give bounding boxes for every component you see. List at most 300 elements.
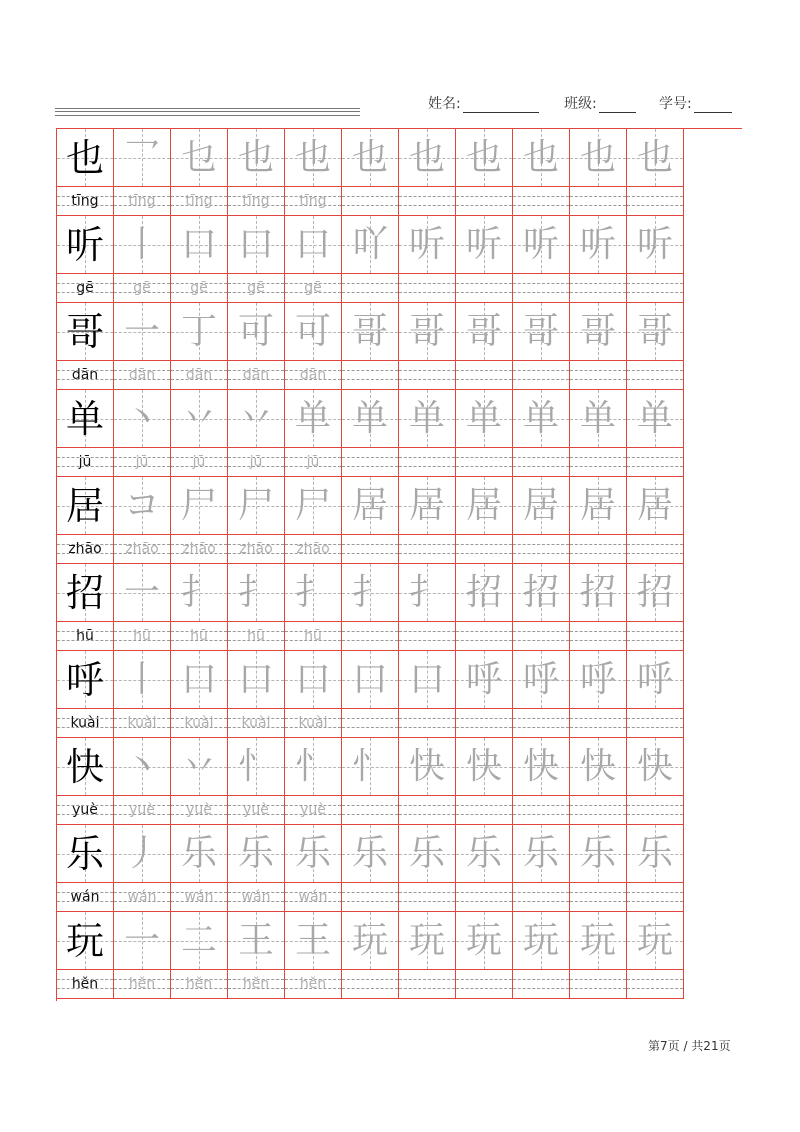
trace-character: 乐 <box>408 832 445 874</box>
trace-char-cell[interactable] <box>342 912 399 970</box>
trace-char-cell[interactable] <box>114 303 171 361</box>
trace-character: 丁 <box>180 310 217 352</box>
trace-char-cell[interactable] <box>570 738 627 796</box>
trace-char-cell[interactable] <box>228 390 285 448</box>
model-char-cell[interactable] <box>57 651 114 709</box>
trace-char-cell[interactable] <box>342 738 399 796</box>
trace-char-cell[interactable] <box>171 303 228 361</box>
pinyin-trace: hū <box>304 628 322 644</box>
pinyin-cell[interactable] <box>57 970 114 999</box>
trace-char-cell[interactable] <box>114 216 171 274</box>
trace-char-cell[interactable] <box>513 129 570 187</box>
pinyin-cell[interactable] <box>456 535 513 564</box>
trace-char-cell[interactable] <box>456 303 513 361</box>
trace-char-cell[interactable] <box>399 129 456 187</box>
pinyin-cell[interactable] <box>399 883 456 912</box>
trace-char-cell[interactable] <box>342 825 399 883</box>
model-character: 哥 <box>65 309 104 354</box>
pinyin-trace: jū <box>306 454 320 470</box>
name-blank-line[interactable] <box>463 96 539 113</box>
pinyin-cell[interactable] <box>570 448 627 477</box>
trace-character: 单 <box>408 397 445 439</box>
pinyin-trace: wán <box>127 889 157 905</box>
pinyin-cell[interactable] <box>342 187 399 216</box>
pinyin-trace: hěn <box>128 976 156 992</box>
trace-char-cell[interactable] <box>342 564 399 622</box>
pinyin-cell[interactable] <box>399 187 456 216</box>
trace-char-cell[interactable] <box>228 216 285 274</box>
pinyin-cell[interactable] <box>285 796 342 825</box>
trace-char-cell[interactable] <box>171 825 228 883</box>
trace-char-cell[interactable] <box>513 825 570 883</box>
trace-char-cell[interactable] <box>627 477 684 535</box>
trace-character: 单 <box>579 397 616 439</box>
trace-character: 尸 <box>180 484 217 526</box>
trace-char-cell[interactable] <box>228 564 285 622</box>
trace-char-cell[interactable] <box>456 912 513 970</box>
pinyin-cell[interactable] <box>285 970 342 999</box>
model-char-cell[interactable] <box>57 912 114 970</box>
pinyin-cell[interactable] <box>342 274 399 303</box>
header-decorative-rule <box>55 108 360 116</box>
pinyin-cell[interactable] <box>513 535 570 564</box>
pinyin-cell[interactable] <box>456 883 513 912</box>
trace-character: 玩 <box>636 919 673 961</box>
pinyin-trace: yuè <box>129 802 155 818</box>
pinyin-trace: yuè <box>243 802 269 818</box>
pinyin-cell[interactable] <box>399 622 456 651</box>
trace-character: 哥 <box>465 310 502 352</box>
pinyin-cell[interactable] <box>627 274 684 303</box>
trace-character: 单 <box>351 397 388 439</box>
trace-char-cell[interactable] <box>399 912 456 970</box>
class-blank-line[interactable] <box>599 96 636 113</box>
trace-char-cell[interactable] <box>342 303 399 361</box>
trace-char-cell[interactable] <box>456 477 513 535</box>
pinyin-model: jū <box>78 454 92 470</box>
pinyin-cell[interactable] <box>57 448 114 477</box>
pinyin-cell[interactable] <box>285 361 342 390</box>
trace-character: 忄 <box>351 745 388 787</box>
trace-char-cell[interactable] <box>285 129 342 187</box>
pinyin-cell[interactable] <box>456 622 513 651</box>
pinyin-cell[interactable] <box>513 970 570 999</box>
pinyin-trace: dān <box>299 367 327 383</box>
pinyin-cell[interactable] <box>513 274 570 303</box>
trace-char-cell[interactable] <box>456 390 513 448</box>
pinyin-cell[interactable] <box>399 535 456 564</box>
pinyin-cell[interactable] <box>228 622 285 651</box>
practice-row <box>57 738 743 825</box>
pinyin-cell[interactable] <box>57 361 114 390</box>
trace-char-cell[interactable] <box>171 477 228 535</box>
trace-character: 玩 <box>579 919 616 961</box>
trace-char-cell[interactable] <box>399 825 456 883</box>
trace-char-cell[interactable] <box>513 303 570 361</box>
trace-char-cell[interactable] <box>114 129 171 187</box>
trace-char-cell[interactable] <box>285 216 342 274</box>
pinyin-cell[interactable] <box>570 361 627 390</box>
pinyin-cell[interactable] <box>114 448 171 477</box>
pinyin-cell[interactable] <box>228 709 285 738</box>
pinyin-cell[interactable] <box>570 187 627 216</box>
trace-character: 哥 <box>636 310 673 352</box>
trace-char-cell[interactable] <box>399 477 456 535</box>
trace-char-cell[interactable] <box>513 477 570 535</box>
pinyin-cell[interactable] <box>627 448 684 477</box>
pinyin-cell[interactable] <box>342 709 399 738</box>
pinyin-cell[interactable] <box>228 187 285 216</box>
pinyin-cell[interactable] <box>342 970 399 999</box>
pinyin-cell[interactable] <box>513 187 570 216</box>
pinyin-cell[interactable] <box>171 970 228 999</box>
pinyin-cell[interactable] <box>114 883 171 912</box>
trace-char-cell[interactable] <box>570 825 627 883</box>
trace-char-cell[interactable] <box>513 564 570 622</box>
pinyin-cell[interactable] <box>513 709 570 738</box>
trace-char-cell[interactable] <box>627 825 684 883</box>
pinyin-cell[interactable] <box>228 448 285 477</box>
trace-char-cell[interactable] <box>285 825 342 883</box>
pinyin-cell[interactable] <box>399 709 456 738</box>
trace-char-cell[interactable] <box>627 564 684 622</box>
model-char-cell[interactable] <box>57 738 114 796</box>
pinyin-cell[interactable] <box>171 274 228 303</box>
trace-char-cell[interactable] <box>171 564 228 622</box>
page-number: 第7页 / 共21页 <box>648 1039 731 1053</box>
pinyin-cell[interactable] <box>456 274 513 303</box>
trace-character: 可 <box>294 310 331 352</box>
pinyin-cell[interactable] <box>285 709 342 738</box>
trace-char-cell[interactable] <box>513 651 570 709</box>
pinyin-trace: yuè <box>300 802 326 818</box>
pinyin-cell[interactable] <box>513 883 570 912</box>
trace-char-cell[interactable] <box>570 390 627 448</box>
model-char-cell[interactable] <box>57 477 114 535</box>
trace-character: 快 <box>522 745 559 787</box>
trace-char-cell[interactable] <box>114 651 171 709</box>
trace-char-cell[interactable] <box>342 651 399 709</box>
pinyin-cell[interactable] <box>627 970 684 999</box>
model-character: 单 <box>65 396 104 441</box>
student-id-field <box>659 93 732 113</box>
trace-char-cell[interactable] <box>627 912 684 970</box>
pinyin-cell[interactable] <box>513 361 570 390</box>
trace-char-cell[interactable] <box>627 216 684 274</box>
pinyin-cell[interactable] <box>570 796 627 825</box>
pinyin-cell[interactable] <box>342 622 399 651</box>
pinyin-trace: dān <box>185 367 213 383</box>
pinyin-model: dān <box>71 367 99 383</box>
pinyin-cell[interactable] <box>570 274 627 303</box>
trace-character: 口 <box>237 658 274 700</box>
pinyin-cell[interactable] <box>456 448 513 477</box>
trace-character: 尸 <box>294 484 331 526</box>
pinyin-cell[interactable] <box>399 970 456 999</box>
trace-character: 也 <box>408 136 445 178</box>
pinyin-cell[interactable] <box>342 535 399 564</box>
pinyin-trace: gē <box>304 280 322 296</box>
trace-char-cell[interactable] <box>171 390 228 448</box>
pinyin-cell[interactable] <box>57 883 114 912</box>
pinyin-cell[interactable] <box>513 622 570 651</box>
pinyin-cell[interactable] <box>342 796 399 825</box>
model-char-cell[interactable] <box>57 216 114 274</box>
trace-char-cell[interactable] <box>171 129 228 187</box>
trace-char-cell[interactable] <box>228 303 285 361</box>
pinyin-cell[interactable] <box>114 187 171 216</box>
pinyin-cell[interactable] <box>114 361 171 390</box>
trace-char-cell[interactable] <box>285 477 342 535</box>
pinyin-cell[interactable] <box>627 622 684 651</box>
pinyin-cell[interactable] <box>342 448 399 477</box>
trace-character: 也 <box>237 136 274 178</box>
trace-char-cell[interactable] <box>570 564 627 622</box>
trace-char-cell[interactable] <box>456 651 513 709</box>
trace-char-cell[interactable] <box>456 825 513 883</box>
trace-char-cell[interactable] <box>285 564 342 622</box>
pinyin-cell[interactable] <box>456 187 513 216</box>
trace-character: 扌 <box>180 571 217 613</box>
trace-character: 听 <box>465 223 502 265</box>
model-character: 玩 <box>65 918 104 963</box>
trace-character: 一 <box>123 919 160 961</box>
trace-char-cell[interactable] <box>285 303 342 361</box>
pinyin-cell[interactable] <box>399 796 456 825</box>
trace-char-cell[interactable] <box>513 216 570 274</box>
trace-char-cell[interactable] <box>342 390 399 448</box>
pinyin-cell[interactable] <box>627 535 684 564</box>
pinyin-cell[interactable] <box>570 535 627 564</box>
pinyin-cell[interactable] <box>114 796 171 825</box>
trace-character: 乐 <box>351 832 388 874</box>
pinyin-cell[interactable] <box>627 796 684 825</box>
trace-char-cell[interactable] <box>228 651 285 709</box>
pinyin-cell[interactable] <box>57 622 114 651</box>
trace-character: 呼 <box>465 658 502 700</box>
pinyin-trace: gē <box>133 280 151 296</box>
pinyin-model: zhāo <box>68 541 102 557</box>
trace-char-cell[interactable] <box>171 738 228 796</box>
trace-character: 听 <box>408 223 445 265</box>
trace-char-cell[interactable] <box>228 477 285 535</box>
trace-char-cell[interactable] <box>285 738 342 796</box>
pinyin-cell[interactable] <box>285 187 342 216</box>
trace-character: 居 <box>636 484 673 526</box>
trace-char-cell[interactable] <box>228 912 285 970</box>
trace-char-cell[interactable] <box>399 738 456 796</box>
trace-character: 哥 <box>351 310 388 352</box>
trace-character: 忄 <box>237 745 274 787</box>
pinyin-cell[interactable] <box>399 274 456 303</box>
trace-char-cell[interactable] <box>570 216 627 274</box>
practice-row <box>57 390 743 477</box>
trace-character: 丷 <box>180 397 217 439</box>
trace-char-cell[interactable] <box>114 477 171 535</box>
trace-character: 哥 <box>408 310 445 352</box>
pinyin-cell[interactable] <box>570 883 627 912</box>
pinyin-cell[interactable] <box>627 709 684 738</box>
trace-char-cell[interactable] <box>513 912 570 970</box>
pinyin-cell[interactable] <box>285 535 342 564</box>
pinyin-cell[interactable] <box>114 709 171 738</box>
pinyin-cell[interactable] <box>285 622 342 651</box>
pinyin-cell[interactable] <box>570 970 627 999</box>
model-char-cell[interactable] <box>57 129 114 187</box>
trace-char-cell[interactable] <box>114 738 171 796</box>
trace-character: 也 <box>465 136 502 178</box>
pinyin-trace: kuài <box>184 715 214 731</box>
pinyin-cell[interactable] <box>513 796 570 825</box>
pinyin-cell[interactable] <box>114 970 171 999</box>
pinyin-trace: jū <box>249 454 263 470</box>
pinyin-cell[interactable] <box>570 709 627 738</box>
trace-character: 玩 <box>465 919 502 961</box>
trace-character: 丨 <box>123 223 160 265</box>
trace-character: 乐 <box>522 832 559 874</box>
pinyin-trace: kuài <box>298 715 328 731</box>
trace-char-cell[interactable] <box>570 303 627 361</box>
pinyin-cell[interactable] <box>228 970 285 999</box>
trace-character: 丶 <box>123 397 160 439</box>
trace-char-cell[interactable] <box>228 825 285 883</box>
pinyin-cell[interactable] <box>627 187 684 216</box>
pinyin-cell[interactable] <box>228 535 285 564</box>
pinyin-cell[interactable] <box>399 448 456 477</box>
trace-character: 呼 <box>579 658 616 700</box>
model-char-cell[interactable] <box>57 390 114 448</box>
pinyin-cell[interactable] <box>57 535 114 564</box>
trace-character: コ <box>123 484 160 526</box>
pinyin-cell[interactable] <box>228 883 285 912</box>
trace-char-cell[interactable] <box>399 216 456 274</box>
pinyin-cell[interactable] <box>228 796 285 825</box>
trace-char-cell[interactable] <box>285 651 342 709</box>
trace-char-cell[interactable] <box>570 912 627 970</box>
pinyin-cell[interactable] <box>171 622 228 651</box>
trace-char-cell[interactable] <box>114 912 171 970</box>
pinyin-cell[interactable] <box>114 535 171 564</box>
trace-character: 居 <box>408 484 445 526</box>
trace-char-cell[interactable] <box>456 564 513 622</box>
pinyin-cell[interactable] <box>285 448 342 477</box>
trace-char-cell[interactable] <box>114 825 171 883</box>
pinyin-cell[interactable] <box>171 883 228 912</box>
pinyin-cell[interactable] <box>171 361 228 390</box>
practice-grid <box>56 128 742 1001</box>
pinyin-cell[interactable] <box>57 274 114 303</box>
model-character: 招 <box>65 570 104 615</box>
trace-char-cell[interactable] <box>570 129 627 187</box>
trace-char-cell[interactable] <box>399 303 456 361</box>
pinyin-cell[interactable] <box>228 274 285 303</box>
pinyin-cell[interactable] <box>171 709 228 738</box>
trace-char-cell[interactable] <box>171 912 228 970</box>
trace-char-cell[interactable] <box>285 390 342 448</box>
pinyin-cell[interactable] <box>456 970 513 999</box>
trace-char-cell[interactable] <box>456 216 513 274</box>
trace-char-cell[interactable] <box>342 477 399 535</box>
trace-char-cell[interactable] <box>570 477 627 535</box>
pinyin-cell[interactable] <box>513 448 570 477</box>
trace-char-cell[interactable] <box>570 651 627 709</box>
pinyin-cell[interactable] <box>627 883 684 912</box>
pinyin-cell[interactable] <box>114 622 171 651</box>
trace-char-cell[interactable] <box>399 651 456 709</box>
pinyin-trace: tīng <box>128 193 156 209</box>
practice-row <box>57 477 743 564</box>
trace-character: 哥 <box>522 310 559 352</box>
class-label: 班级: <box>564 96 597 112</box>
trace-char-cell[interactable] <box>399 564 456 622</box>
pinyin-cell[interactable] <box>285 274 342 303</box>
trace-char-cell[interactable] <box>285 912 342 970</box>
trace-char-cell[interactable] <box>627 390 684 448</box>
trace-char-cell[interactable] <box>627 651 684 709</box>
trace-char-cell[interactable] <box>342 129 399 187</box>
pinyin-cell[interactable] <box>399 361 456 390</box>
model-char-cell[interactable] <box>57 564 114 622</box>
model-character: 居 <box>65 483 104 528</box>
trace-character: 招 <box>465 571 502 613</box>
trace-char-cell[interactable] <box>627 738 684 796</box>
pinyin-cell[interactable] <box>228 361 285 390</box>
pinyin-trace: jū <box>135 454 149 470</box>
pinyin-cell[interactable] <box>57 709 114 738</box>
trace-character: 丶 <box>123 745 160 787</box>
trace-char-cell[interactable] <box>171 651 228 709</box>
trace-char-cell[interactable] <box>171 216 228 274</box>
trace-char-cell[interactable] <box>513 390 570 448</box>
pinyin-cell[interactable] <box>456 361 513 390</box>
pinyin-cell[interactable] <box>285 883 342 912</box>
pinyin-cell[interactable] <box>171 796 228 825</box>
pinyin-cell[interactable] <box>456 796 513 825</box>
pinyin-cell[interactable] <box>570 622 627 651</box>
pinyin-cell[interactable] <box>57 187 114 216</box>
pinyin-cell[interactable] <box>171 448 228 477</box>
pinyin-cell[interactable] <box>57 796 114 825</box>
model-char-cell[interactable] <box>57 825 114 883</box>
pinyin-cell[interactable] <box>342 883 399 912</box>
trace-character: 扌 <box>237 571 274 613</box>
pinyin-cell[interactable] <box>171 535 228 564</box>
trace-char-cell[interactable] <box>627 303 684 361</box>
trace-char-cell[interactable] <box>513 738 570 796</box>
trace-char-cell[interactable] <box>114 564 171 622</box>
practice-row <box>57 564 743 651</box>
trace-character: 一 <box>123 571 160 613</box>
pinyin-cell[interactable] <box>171 187 228 216</box>
trace-char-cell[interactable] <box>456 738 513 796</box>
pinyin-cell[interactable] <box>342 361 399 390</box>
pinyin-cell[interactable] <box>114 274 171 303</box>
trace-char-cell[interactable] <box>342 216 399 274</box>
pinyin-cell[interactable] <box>627 361 684 390</box>
trace-char-cell[interactable] <box>228 738 285 796</box>
trace-char-cell[interactable] <box>399 390 456 448</box>
pinyin-trace: hū <box>247 628 265 644</box>
trace-char-cell[interactable] <box>627 129 684 187</box>
pinyin-cell[interactable] <box>456 709 513 738</box>
trace-char-cell[interactable] <box>456 129 513 187</box>
trace-char-cell[interactable] <box>114 390 171 448</box>
trace-character: 也 <box>351 136 388 178</box>
student-id-blank-line[interactable] <box>694 96 732 113</box>
trace-char-cell[interactable] <box>228 129 285 187</box>
practice-row <box>57 303 743 390</box>
model-char-cell[interactable] <box>57 303 114 361</box>
